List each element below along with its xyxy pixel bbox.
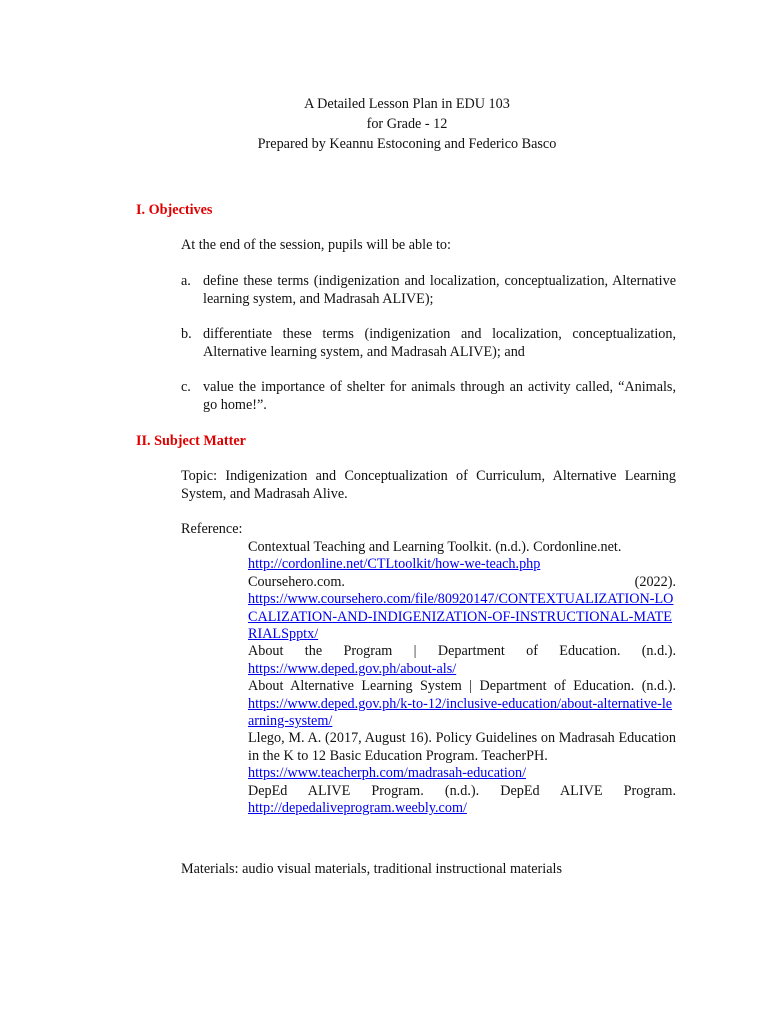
objectives-intro: At the end of the session, pupils will be able to: [181, 237, 451, 253]
reference-citation: About Alternative Learning System | Department of Education. (n.d.). [248, 678, 676, 695]
reference-link[interactable]: https://www.coursehero.com/file/80920147/CONTEXTUALIZATION-LOCALIZATION-AND-INDIGENIZATION-OF-INSTRUCTIONAL-MATERIALSpptx/ [248, 591, 674, 643]
objective-text: define these terms (indigenization and localization, conceptualization, Alternative learning system, and Madrasah ALIVE); [203, 273, 676, 307]
reference-link[interactable]: https://www.deped.gov.ph/about-als/ [248, 660, 457, 677]
title-line-3: Prepared by Keannu Estoconing and Federico Basco [257, 136, 557, 152]
reference-entry [248, 643, 676, 678]
reference-citation-row [248, 574, 676, 591]
subject-matter-heading: II. Subject Matter [136, 433, 246, 449]
reference-entry [248, 730, 676, 782]
objective-item-c [181, 379, 676, 414]
reference-entry [248, 539, 676, 574]
objective-letter: b. [181, 326, 192, 342]
reference-entry [248, 574, 676, 644]
objective-text: value the importance of shelter for animals through an activity called, “Animals, go home!”. [203, 379, 676, 413]
reference-citation: DepEd ALIVE Program. (n.d.). DepEd ALIVE Program. [248, 782, 676, 799]
reference-link[interactable]: http://depedaliveprogram.weebly.com/ [248, 800, 467, 817]
reference-link[interactable]: https://www.deped.gov.ph/k-to-12/inclusive-education/about-alternative-learning-system/ [248, 695, 673, 730]
title-line-2: for Grade - 12 [366, 116, 448, 132]
objectives-heading: I. Objectives [136, 202, 213, 218]
objective-item-a [181, 273, 676, 308]
reference-citation: About the Program | Department of Education. (n.d.). [248, 643, 676, 660]
reference-list [248, 539, 676, 818]
reference-label: Reference: [181, 521, 243, 537]
reference-entry [248, 783, 676, 818]
reference-citation: Llego, M. A. (2017, August 16). Policy Guidelines on Madrasah Education in the K to 12 Basic Education Program. TeacherPH. [248, 730, 676, 764]
objective-text: differentiate these terms (indigenization and localization, conceptualization, Alternative learning system, and Madrasah ALIVE); and [203, 326, 676, 360]
materials-text: Materials: audio visual materials, traditional instructional materials [181, 861, 562, 877]
reference-link[interactable]: https://www.teacherph.com/madrasah-education/ [248, 765, 527, 782]
objective-item-b [181, 326, 676, 361]
objective-letter: c. [181, 379, 191, 395]
title-line-1: A Detailed Lesson Plan in EDU 103 [304, 96, 510, 112]
document-title-block [0, 94, 768, 154]
reference-entry [248, 678, 676, 730]
topic-text: Topic: Indigenization and Conceptualization of Curriculum, Alternative Learning System, and Madrasah Alive. [181, 468, 676, 502]
objective-letter: a. [181, 273, 191, 289]
reference-citation: Contextual Teaching and Learning Toolkit. (n.d.). Cordonline.net. [248, 539, 622, 555]
reference-link[interactable]: http://cordonline.net/CTLtoolkit/how-we-teach.php [248, 556, 541, 573]
reference-citation-year: (2022). [634, 573, 676, 590]
reference-citation-source: Coursehero.com. [248, 573, 345, 590]
